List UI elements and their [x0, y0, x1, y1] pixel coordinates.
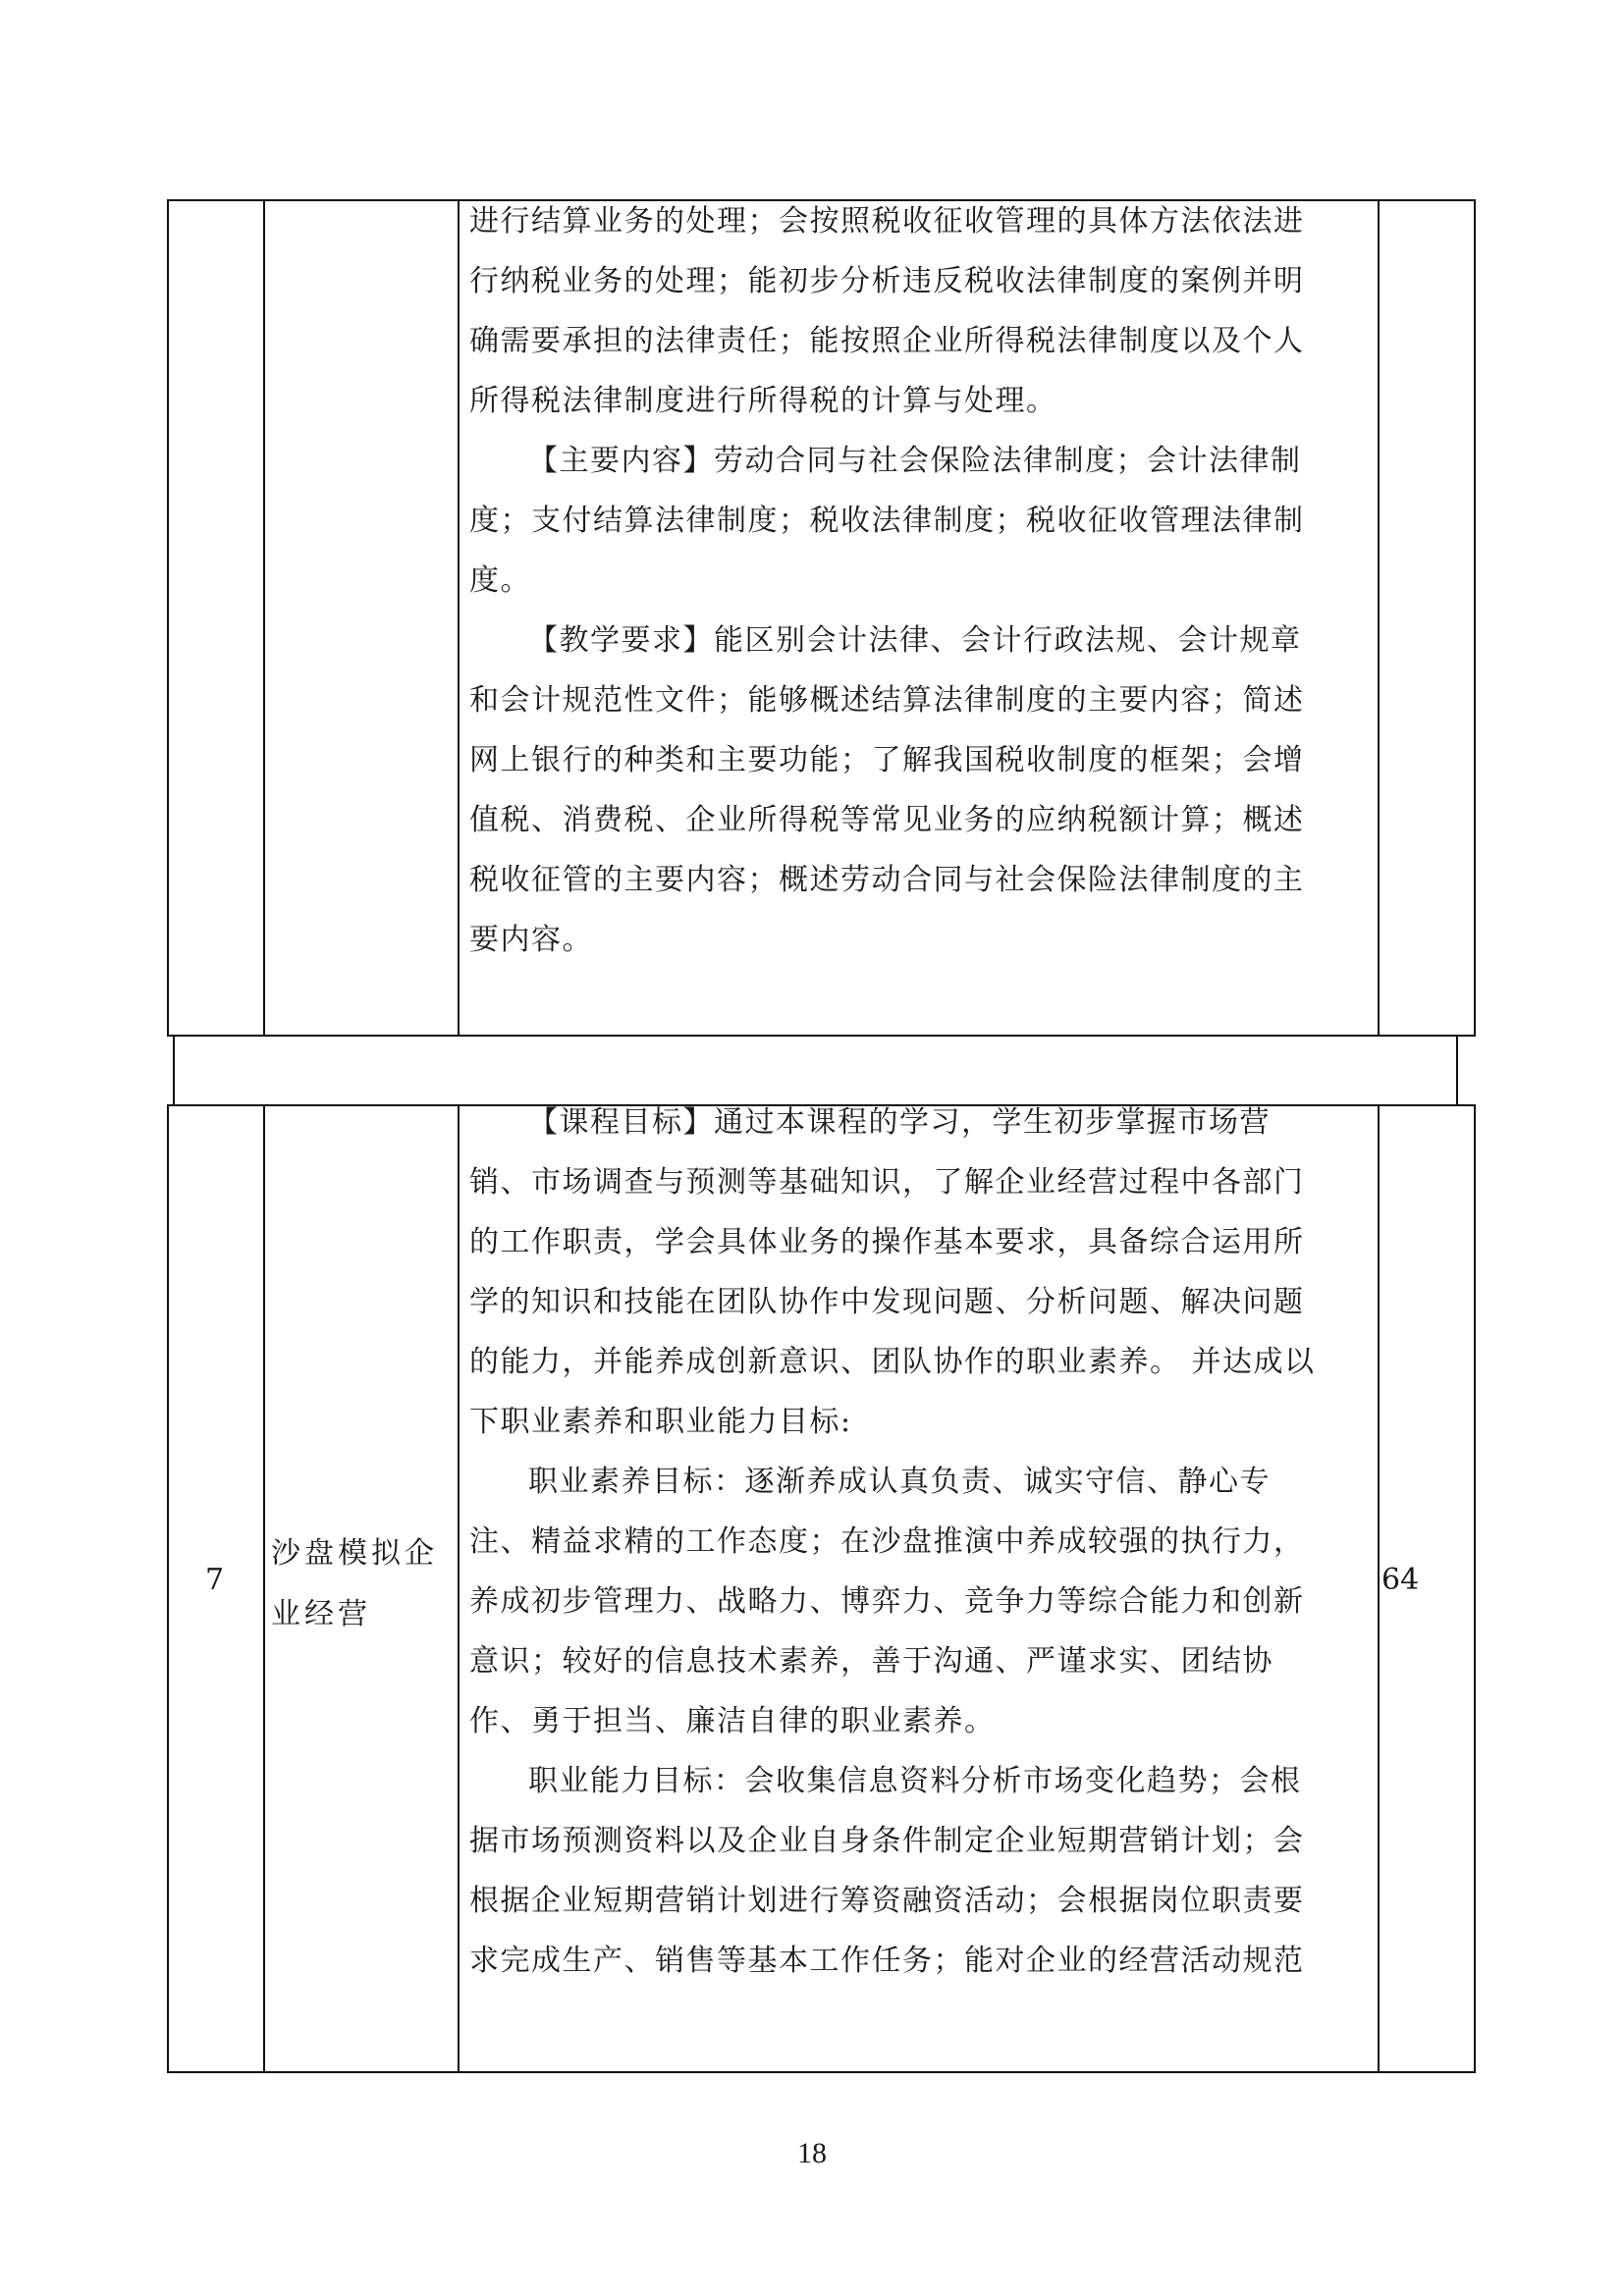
text-line: 根据企业短期营销计划进行筹资融资活动；会根据岗位职责要	[469, 1884, 1305, 1918]
text-line: 税收征管的主要内容；概述劳动合同与社会保险法律制度的主	[469, 863, 1305, 897]
page-number: 18	[797, 2137, 827, 2169]
text-line: 作、勇于担当、廉洁自律的职业素养。	[469, 1704, 996, 1738]
top-row-content-cell	[458, 199, 1380, 1037]
text-line: 养成初步管理力、战略力、博弈力、竞争力等综合能力和创新	[469, 1584, 1305, 1619]
text-line: 【主要内容】劳动合同与社会保险法律制度；会计法律制	[528, 444, 1302, 478]
text-line: 据市场预测资料以及企业自身条件制定企业短期营销计划；会	[469, 1824, 1305, 1858]
text-line: 下职业素养和职业能力目标:	[469, 1405, 852, 1439]
text-line: 度。	[469, 563, 531, 598]
text-line: 的能力，并能养成创新意识、团队协作的职业素养。 并达成以	[469, 1345, 1316, 1379]
text-line: 所得税法律制度进行所得税的计算与处理。	[469, 384, 1057, 418]
course-name-line: 业经营	[271, 1597, 371, 1631]
text-line: 和会计规范性文件；能够概述结算法律制度的主要内容；简述	[469, 683, 1305, 718]
course-name-line: 沙盘模拟企	[271, 1536, 438, 1571]
text-line: 进行结算业务的处理；会按照税收征收管理的具体方法依法进	[469, 204, 1305, 239]
course-name	[271, 1523, 438, 1645]
text-line: 意识；较好的信息技术素养，善于沟通、严谨求实、团结协	[469, 1644, 1273, 1679]
top-row-hours-cell	[1378, 199, 1476, 1037]
row7-name-cell	[263, 1104, 460, 2073]
text-line: 【教学要求】能区别会计法律、会计行政法规、会计规章	[528, 623, 1302, 658]
text-line: 的工作职责，学会具体业务的操作基本要求，具备综合运用所	[469, 1225, 1305, 1259]
text-line: 网上银行的种类和主要功能；了解我国税收制度的框架；会增	[469, 743, 1305, 777]
text-line: 要内容。	[469, 923, 593, 957]
text-line: 求完成生产、销售等基本工作任务；能对企业的经营活动规范	[469, 1944, 1305, 1978]
row-number: 7	[205, 1563, 225, 1597]
text-line: 行纳税业务的处理；能初步分析违反税收法律制度的案例并明	[469, 264, 1305, 298]
text-line: 确需要承担的法律责任；能按照企业所得税法律制度以及个人	[469, 324, 1305, 358]
top-row-content-text	[469, 191, 1305, 970]
text-line: 值税、消费税、企业所得税等常见业务的应纳税额计算；概述	[469, 803, 1305, 837]
row7-content-text	[469, 1093, 1316, 1991]
text-line: 职业能力目标：会收集信息资料分析市场变化趋势；会根	[528, 1764, 1302, 1798]
course-hours: 64	[1381, 1563, 1420, 1597]
top-row-number-cell	[167, 199, 265, 1037]
text-line: 注、精益求精的工作态度；在沙盘推演中养成较强的执行力，	[469, 1524, 1305, 1559]
row7-hours-cell	[1378, 1104, 1476, 2073]
text-line: 职业素养目标：逐渐养成认真负责、诚实守信、静心专	[528, 1465, 1271, 1499]
text-line: 销、市场调查与预测等基础知识，了解企业经营过程中各部门	[469, 1165, 1305, 1200]
text-line: 度；支付结算法律制度；税收法律制度；税收征收管理法律制	[469, 504, 1305, 538]
top-row-name-cell	[263, 199, 460, 1037]
text-line: 【课程目标】通过本课程的学习，学生初步掌握市场营	[528, 1105, 1271, 1140]
row7-content-cell	[458, 1104, 1380, 2073]
row7-number-cell	[167, 1104, 265, 2073]
text-line: 学的知识和技能在团队协作中发现问题、分析问题、解决问题	[469, 1285, 1305, 1319]
